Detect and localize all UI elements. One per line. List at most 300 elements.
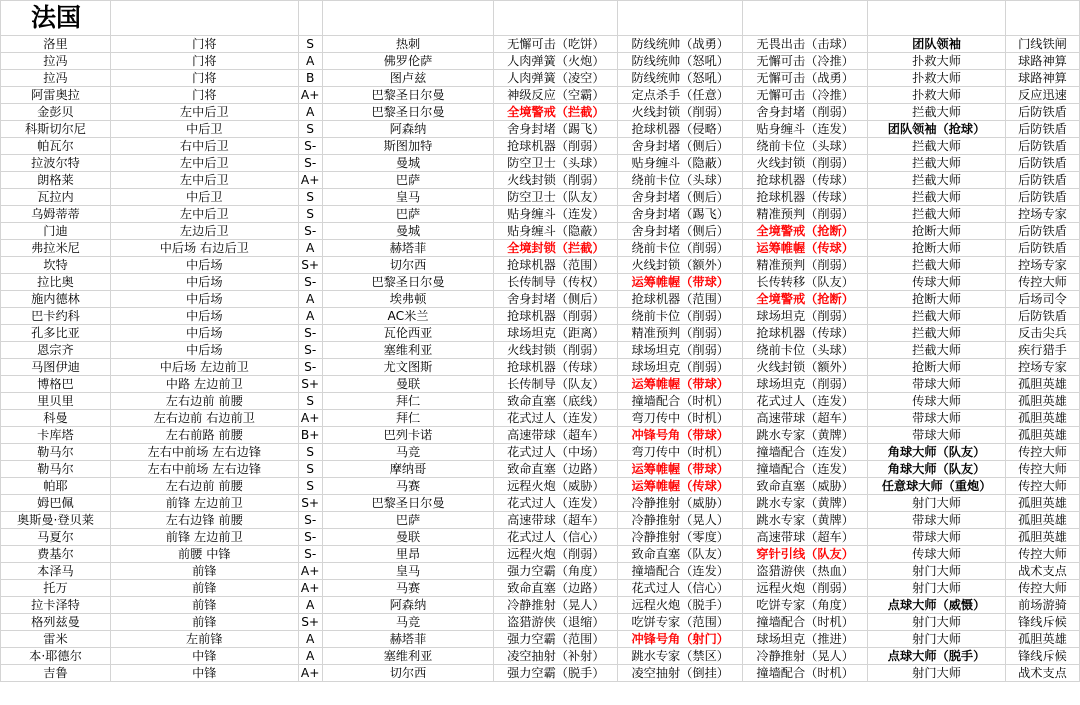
trait-1-cell: 强力空霸（范围） xyxy=(494,631,618,648)
trait-1-cell: 防空卫士（队友） xyxy=(494,189,618,206)
player-name-cell: 格列兹曼 xyxy=(1,614,111,631)
player-row xyxy=(1,478,1080,495)
style-cell: 传控大师 xyxy=(1006,546,1080,563)
position-cell: 左边后卫 xyxy=(110,223,298,240)
player-row xyxy=(1,444,1080,461)
club-cell: 巴黎圣日尔曼 xyxy=(322,274,494,291)
trait-2-cell: 抢球机器（侵略） xyxy=(618,121,743,138)
trait-1-cell: 致命直塞（底线） xyxy=(494,393,618,410)
player-row xyxy=(1,36,1080,53)
club-cell: 塞维利亚 xyxy=(322,342,494,359)
empty-cell xyxy=(110,1,298,36)
trait-3-cell: 抢球机器（传球） xyxy=(743,172,868,189)
player-row xyxy=(1,546,1080,563)
empty-cell xyxy=(618,1,743,36)
tier-cell: A xyxy=(298,53,322,70)
position-cell: 中后卫 xyxy=(110,189,298,206)
specialty-cell: 射门大师 xyxy=(868,563,1006,580)
tier-cell: A xyxy=(298,291,322,308)
trait-2-cell: 凌空抽射（倒挂） xyxy=(618,665,743,682)
player-name-cell: 乌姆蒂蒂 xyxy=(1,206,111,223)
specialty-cell: 射门大师 xyxy=(868,631,1006,648)
club-cell: 皇马 xyxy=(322,189,494,206)
specialty-cell: 点球大师（威慑） xyxy=(868,597,1006,614)
tier-cell: A+ xyxy=(298,563,322,580)
style-cell: 后防铁盾 xyxy=(1006,189,1080,206)
trait-2-cell: 冲锋号角（带球） xyxy=(618,427,743,444)
trait-1-cell: 抢球机器（传球） xyxy=(494,359,618,376)
trait-3-cell: 撞墙配合（时机） xyxy=(743,665,868,682)
tier-cell: A+ xyxy=(298,580,322,597)
club-cell: 巴萨 xyxy=(322,512,494,529)
player-row xyxy=(1,87,1080,104)
player-name-cell: 拉比奥 xyxy=(1,274,111,291)
tier-cell: S+ xyxy=(298,376,322,393)
trait-2-cell: 运筹帷幄（带球） xyxy=(618,376,743,393)
trait-2-cell: 运筹帷幄（带球） xyxy=(618,274,743,291)
tier-cell: A xyxy=(298,240,322,257)
trait-3-cell: 穿针引线（队友） xyxy=(743,546,868,563)
tier-cell: S xyxy=(298,461,322,478)
trait-3-cell: 运筹帷幄（传球） xyxy=(743,240,868,257)
specialty-cell: 抢断大师 xyxy=(868,240,1006,257)
trait-3-cell: 高速带球（超车） xyxy=(743,410,868,427)
trait-1-cell: 高速带球（超车） xyxy=(494,512,618,529)
trait-3-cell: 吃饼专家（角度） xyxy=(743,597,868,614)
position-cell: 中路 左边前卫 xyxy=(110,376,298,393)
trait-2-cell: 球场坦克（削弱） xyxy=(618,342,743,359)
specialty-cell: 拦截大师 xyxy=(868,172,1006,189)
position-cell: 前腰 中锋 xyxy=(110,546,298,563)
empty-cell xyxy=(298,1,322,36)
trait-3-cell: 球场坦克（推进） xyxy=(743,631,868,648)
trait-1-cell: 贴身缠斗（隐蔽） xyxy=(494,223,618,240)
trait-1-cell: 长传制导（队友） xyxy=(494,376,618,393)
player-row xyxy=(1,53,1080,70)
trait-2-cell: 绕前卡位（削弱） xyxy=(618,308,743,325)
trait-1-cell: 全境警戒（拦截） xyxy=(494,104,618,121)
trait-2-cell: 致命直塞（队友） xyxy=(618,546,743,563)
player-row xyxy=(1,325,1080,342)
style-cell: 后防铁盾 xyxy=(1006,138,1080,155)
player-row xyxy=(1,359,1080,376)
player-name-cell: 科曼 xyxy=(1,410,111,427)
player-name-cell: 托万 xyxy=(1,580,111,597)
specialty-cell: 团队领袖 xyxy=(868,36,1006,53)
trait-2-cell: 花式过人（信心） xyxy=(618,580,743,597)
trait-1-cell: 花式过人（连发） xyxy=(494,495,618,512)
player-row xyxy=(1,529,1080,546)
player-row xyxy=(1,495,1080,512)
trait-3-cell: 无懈可击（冷推） xyxy=(743,87,868,104)
specialty-cell: 扑救大师 xyxy=(868,53,1006,70)
trait-2-cell: 舍身封堵（踢飞） xyxy=(618,206,743,223)
player-name-cell: 拉波尔特 xyxy=(1,155,111,172)
trait-3-cell: 致命直塞（威胁） xyxy=(743,478,868,495)
trait-3-cell: 球场坦克（削弱） xyxy=(743,308,868,325)
style-cell: 后防铁盾 xyxy=(1006,104,1080,121)
trait-3-cell: 全境警戒（抢断） xyxy=(743,291,868,308)
style-cell: 孤胆英雄 xyxy=(1006,427,1080,444)
trait-1-cell: 抢球机器（削弱） xyxy=(494,138,618,155)
trait-1-cell: 神级反应（空霸） xyxy=(494,87,618,104)
trait-2-cell: 球场坦克（削弱） xyxy=(618,359,743,376)
position-cell: 左右中前场 左右边锋 xyxy=(110,461,298,478)
tier-cell: A xyxy=(298,308,322,325)
club-cell: 皇马 xyxy=(322,563,494,580)
player-row xyxy=(1,291,1080,308)
position-cell: 中锋 xyxy=(110,648,298,665)
player-name-cell: 洛里 xyxy=(1,36,111,53)
player-name-cell: 孔多比亚 xyxy=(1,325,111,342)
player-row xyxy=(1,665,1080,682)
trait-1-cell: 高速带球（超车） xyxy=(494,427,618,444)
empty-cell xyxy=(868,1,1006,36)
specialty-cell: 拦截大师 xyxy=(868,206,1006,223)
club-cell: 马赛 xyxy=(322,580,494,597)
trait-3-cell: 跳水专家（黄牌） xyxy=(743,427,868,444)
trait-1-cell: 致命直塞（边路） xyxy=(494,580,618,597)
position-cell: 中后场 xyxy=(110,274,298,291)
trait-1-cell: 舍身封堵（踢飞） xyxy=(494,121,618,138)
player-name-cell: 门迪 xyxy=(1,223,111,240)
player-name-cell: 勒马尔 xyxy=(1,444,111,461)
player-name-cell: 马图伊迪 xyxy=(1,359,111,376)
sheet-title: 法国 xyxy=(1,1,111,36)
club-cell: 马竞 xyxy=(322,444,494,461)
trait-2-cell: 防线统帅（怒吼） xyxy=(618,70,743,87)
position-cell: 左右边前 前腰 xyxy=(110,393,298,410)
player-row xyxy=(1,138,1080,155)
title-row xyxy=(1,1,1080,36)
specialty-cell: 带球大师 xyxy=(868,512,1006,529)
specialty-cell: 带球大师 xyxy=(868,410,1006,427)
player-name-cell: 阿雷奥拉 xyxy=(1,87,111,104)
player-name-cell: 拉卡泽特 xyxy=(1,597,111,614)
club-cell: 瓦伦西亚 xyxy=(322,325,494,342)
specialty-cell: 带球大师 xyxy=(868,376,1006,393)
player-name-cell: 朗格莱 xyxy=(1,172,111,189)
trait-2-cell: 运筹帷幄（传球） xyxy=(618,478,743,495)
trait-2-cell: 撞墙配合（时机） xyxy=(618,393,743,410)
tier-cell: S- xyxy=(298,325,322,342)
position-cell: 前锋 xyxy=(110,597,298,614)
style-cell: 后防铁盾 xyxy=(1006,155,1080,172)
player-row xyxy=(1,274,1080,291)
position-cell: 右中后卫 xyxy=(110,138,298,155)
style-cell: 反击尖兵 xyxy=(1006,325,1080,342)
trait-2-cell: 运筹帷幄（带球） xyxy=(618,461,743,478)
specialty-cell: 抢断大师 xyxy=(868,291,1006,308)
style-cell: 锋线斥候 xyxy=(1006,648,1080,665)
style-cell: 传控大师 xyxy=(1006,274,1080,291)
position-cell: 左右中前场 左右边锋 xyxy=(110,444,298,461)
trait-3-cell: 球场坦克（削弱） xyxy=(743,376,868,393)
player-name-cell: 姆巴佩 xyxy=(1,495,111,512)
style-cell: 锋线斥候 xyxy=(1006,614,1080,631)
trait-3-cell: 贴身缠斗（连发） xyxy=(743,121,868,138)
trait-2-cell: 跳水专家（禁区） xyxy=(618,648,743,665)
trait-2-cell: 冷静推射（晃人） xyxy=(618,512,743,529)
trait-1-cell: 舍身封堵（侧后） xyxy=(494,291,618,308)
club-cell: 曼城 xyxy=(322,223,494,240)
trait-1-cell: 长传制导（传权） xyxy=(494,274,618,291)
position-cell: 左右前路 前腰 xyxy=(110,427,298,444)
style-cell: 球路神算 xyxy=(1006,70,1080,87)
player-name-cell: 本·耶德尔 xyxy=(1,648,111,665)
trait-2-cell: 冲锋号角（射门） xyxy=(618,631,743,648)
trait-3-cell: 跳水专家（黄牌） xyxy=(743,495,868,512)
style-cell: 疾行猎手 xyxy=(1006,342,1080,359)
trait-3-cell: 高速带球（超车） xyxy=(743,529,868,546)
trait-3-cell: 舍身封堵（削弱） xyxy=(743,104,868,121)
position-cell: 门将 xyxy=(110,70,298,87)
club-cell: 曼联 xyxy=(322,529,494,546)
trait-2-cell: 远程火炮（脱手） xyxy=(618,597,743,614)
style-cell: 球路神算 xyxy=(1006,53,1080,70)
player-row xyxy=(1,257,1080,274)
trait-3-cell: 花式过人（连发） xyxy=(743,393,868,410)
player-row xyxy=(1,580,1080,597)
style-cell: 传控大师 xyxy=(1006,478,1080,495)
club-cell: 巴黎圣日尔曼 xyxy=(322,87,494,104)
position-cell: 中后场 右边后卫 xyxy=(110,240,298,257)
tier-cell: A+ xyxy=(298,410,322,427)
tier-cell: S- xyxy=(298,138,322,155)
trait-3-cell: 精准预判（削弱） xyxy=(743,206,868,223)
position-cell: 门将 xyxy=(110,87,298,104)
specialty-cell: 角球大师（队友） xyxy=(868,461,1006,478)
player-name-cell: 瓦拉内 xyxy=(1,189,111,206)
trait-1-cell: 远程火炮（威胁） xyxy=(494,478,618,495)
club-cell: 里昂 xyxy=(322,546,494,563)
specialty-cell: 传球大师 xyxy=(868,546,1006,563)
position-cell: 中后场 xyxy=(110,308,298,325)
position-cell: 门将 xyxy=(110,36,298,53)
empty-cell xyxy=(322,1,494,36)
tier-cell: S- xyxy=(298,155,322,172)
tier-cell: S xyxy=(298,206,322,223)
tier-cell: A xyxy=(298,631,322,648)
specialty-cell: 抢断大师 xyxy=(868,359,1006,376)
tier-cell: S xyxy=(298,393,322,410)
style-cell: 孤胆英雄 xyxy=(1006,512,1080,529)
player-row xyxy=(1,172,1080,189)
style-cell: 后防铁盾 xyxy=(1006,240,1080,257)
player-name-cell: 科斯切尔尼 xyxy=(1,121,111,138)
club-cell: 巴列卡诺 xyxy=(322,427,494,444)
trait-2-cell: 弯刀传中（时机） xyxy=(618,444,743,461)
specialty-cell: 拦截大师 xyxy=(868,342,1006,359)
club-cell: 拜仁 xyxy=(322,393,494,410)
trait-2-cell: 贴身缠斗（隐蔽） xyxy=(618,155,743,172)
player-row xyxy=(1,70,1080,87)
tier-cell: S+ xyxy=(298,257,322,274)
club-cell: 尤文图斯 xyxy=(322,359,494,376)
style-cell: 孤胆英雄 xyxy=(1006,376,1080,393)
position-cell: 中后卫 xyxy=(110,121,298,138)
specialty-cell: 拦截大师 xyxy=(868,189,1006,206)
position-cell: 中后场 xyxy=(110,257,298,274)
club-cell: 巴黎圣日尔曼 xyxy=(322,495,494,512)
player-name-cell: 拉冯 xyxy=(1,53,111,70)
specialty-cell: 拦截大师 xyxy=(868,138,1006,155)
club-cell: 赫塔菲 xyxy=(322,631,494,648)
tier-cell: S xyxy=(298,189,322,206)
style-cell: 传控大师 xyxy=(1006,580,1080,597)
player-row xyxy=(1,104,1080,121)
trait-1-cell: 凌空抽射（补射） xyxy=(494,648,618,665)
club-cell: 埃弗顿 xyxy=(322,291,494,308)
trait-2-cell: 吃饼专家（范围） xyxy=(618,614,743,631)
trait-2-cell: 舍身封堵（侧后） xyxy=(618,223,743,240)
trait-2-cell: 舍身封堵（侧后） xyxy=(618,138,743,155)
player-name-cell: 奥斯曼·登贝莱 xyxy=(1,512,111,529)
player-name-cell: 雷米 xyxy=(1,631,111,648)
club-cell: 阿森纳 xyxy=(322,121,494,138)
position-cell: 前锋 左边前卫 xyxy=(110,495,298,512)
specialty-cell: 扑救大师 xyxy=(868,70,1006,87)
player-name-cell: 马夏尔 xyxy=(1,529,111,546)
club-cell: 马竞 xyxy=(322,614,494,631)
trait-1-cell: 强力空霸（脱手） xyxy=(494,665,618,682)
style-cell: 传控大师 xyxy=(1006,461,1080,478)
style-cell: 孤胆英雄 xyxy=(1006,393,1080,410)
player-row xyxy=(1,631,1080,648)
tier-cell: S- xyxy=(298,274,322,291)
tier-cell: S xyxy=(298,121,322,138)
trait-2-cell: 冷静推射（零度） xyxy=(618,529,743,546)
position-cell: 左中后卫 xyxy=(110,155,298,172)
trait-1-cell: 全境封锁（拦截） xyxy=(494,240,618,257)
trait-3-cell: 撞墙配合（时机） xyxy=(743,614,868,631)
player-row xyxy=(1,597,1080,614)
trait-2-cell: 火线封锁（额外） xyxy=(618,257,743,274)
specialty-cell: 任意球大师（重炮） xyxy=(868,478,1006,495)
specialty-cell: 拦截大师 xyxy=(868,308,1006,325)
tier-cell: S- xyxy=(298,223,322,240)
position-cell: 前锋 左边前卫 xyxy=(110,529,298,546)
trait-2-cell: 撞墙配合（连发） xyxy=(618,563,743,580)
trait-3-cell: 撞墙配合（连发） xyxy=(743,461,868,478)
club-cell: 曼联 xyxy=(322,376,494,393)
club-cell: 摩纳哥 xyxy=(322,461,494,478)
player-row xyxy=(1,461,1080,478)
specialty-cell: 角球大师（队友） xyxy=(868,444,1006,461)
tier-cell: S xyxy=(298,444,322,461)
trait-1-cell: 强力空霸（角度） xyxy=(494,563,618,580)
tier-cell: B xyxy=(298,70,322,87)
trait-3-cell: 绕前卡位（头球） xyxy=(743,342,868,359)
tier-cell: S xyxy=(298,478,322,495)
style-cell: 门线铁闸 xyxy=(1006,36,1080,53)
club-cell: 巴黎圣日尔曼 xyxy=(322,104,494,121)
tier-cell: A xyxy=(298,597,322,614)
player-name-cell: 吉鲁 xyxy=(1,665,111,682)
style-cell: 传控大师 xyxy=(1006,444,1080,461)
tier-cell: S- xyxy=(298,359,322,376)
position-cell: 左右边锋 前腰 xyxy=(110,512,298,529)
club-cell: 塞维利亚 xyxy=(322,648,494,665)
position-cell: 前锋 xyxy=(110,563,298,580)
trait-3-cell: 远程火炮（削弱） xyxy=(743,580,868,597)
position-cell: 左中后卫 xyxy=(110,104,298,121)
club-cell: 佛罗伦萨 xyxy=(322,53,494,70)
tier-cell: A xyxy=(298,104,322,121)
trait-2-cell: 定点杀手（任意） xyxy=(618,87,743,104)
position-cell: 中后场 xyxy=(110,325,298,342)
style-cell: 孤胆英雄 xyxy=(1006,631,1080,648)
trait-2-cell: 精准预判（削弱） xyxy=(618,325,743,342)
trait-3-cell: 跳水专家（黄牌） xyxy=(743,512,868,529)
player-name-cell: 费基尔 xyxy=(1,546,111,563)
style-cell: 控场专家 xyxy=(1006,257,1080,274)
player-row xyxy=(1,342,1080,359)
player-name-cell: 恩宗齐 xyxy=(1,342,111,359)
player-row xyxy=(1,240,1080,257)
player-row xyxy=(1,563,1080,580)
trait-1-cell: 防空卫士（头球） xyxy=(494,155,618,172)
tier-cell: A+ xyxy=(298,172,322,189)
specialty-cell: 传球大师 xyxy=(868,393,1006,410)
position-cell: 中后场 左边前卫 xyxy=(110,359,298,376)
tier-cell: S xyxy=(298,36,322,53)
empty-cell xyxy=(743,1,868,36)
specialty-cell: 拦截大师 xyxy=(868,325,1006,342)
player-name-cell: 巴卡约科 xyxy=(1,308,111,325)
player-name-cell: 本泽马 xyxy=(1,563,111,580)
specialty-cell: 抢断大师 xyxy=(868,223,1006,240)
trait-3-cell: 火线封锁（削弱） xyxy=(743,155,868,172)
trait-3-cell: 绕前卡位（头球） xyxy=(743,138,868,155)
trait-3-cell: 火线封锁（额外） xyxy=(743,359,868,376)
specialty-cell: 拦截大师 xyxy=(868,257,1006,274)
trait-1-cell: 无懈可击（吃饼） xyxy=(494,36,618,53)
position-cell: 左右边前 前腰 xyxy=(110,478,298,495)
tier-cell: S- xyxy=(298,546,322,563)
tier-cell: S- xyxy=(298,342,322,359)
player-row xyxy=(1,427,1080,444)
position-cell: 左中后卫 xyxy=(110,172,298,189)
trait-2-cell: 舍身封堵（侧后） xyxy=(618,189,743,206)
club-cell: 曼城 xyxy=(322,155,494,172)
player-name-cell: 弗拉米尼 xyxy=(1,240,111,257)
player-row xyxy=(1,206,1080,223)
specialty-cell: 射门大师 xyxy=(868,495,1006,512)
trait-3-cell: 抢球机器（传球） xyxy=(743,189,868,206)
trait-2-cell: 防线统帅（战勇） xyxy=(618,36,743,53)
trait-3-cell: 长传转移（队友） xyxy=(743,274,868,291)
trait-2-cell: 火线封锁（削弱） xyxy=(618,104,743,121)
trait-1-cell: 抢球机器（削弱） xyxy=(494,308,618,325)
position-cell: 中后场 xyxy=(110,291,298,308)
player-row xyxy=(1,614,1080,631)
trait-2-cell: 抢球机器（范围） xyxy=(618,291,743,308)
style-cell: 战术支点 xyxy=(1006,665,1080,682)
style-cell: 后防铁盾 xyxy=(1006,172,1080,189)
trait-3-cell: 冷静推射（晃人） xyxy=(743,648,868,665)
trait-3-cell: 撞墙配合（连发） xyxy=(743,444,868,461)
tier-cell: A+ xyxy=(298,665,322,682)
style-cell: 反应迅速 xyxy=(1006,87,1080,104)
trait-2-cell: 冷静推射（威胁） xyxy=(618,495,743,512)
player-row xyxy=(1,376,1080,393)
specialty-cell: 扑救大师 xyxy=(868,87,1006,104)
specialty-cell: 射门大师 xyxy=(868,665,1006,682)
specialty-cell: 团队领袖（抢球） xyxy=(868,121,1006,138)
tier-cell: S- xyxy=(298,512,322,529)
player-name-cell: 卡库塔 xyxy=(1,427,111,444)
